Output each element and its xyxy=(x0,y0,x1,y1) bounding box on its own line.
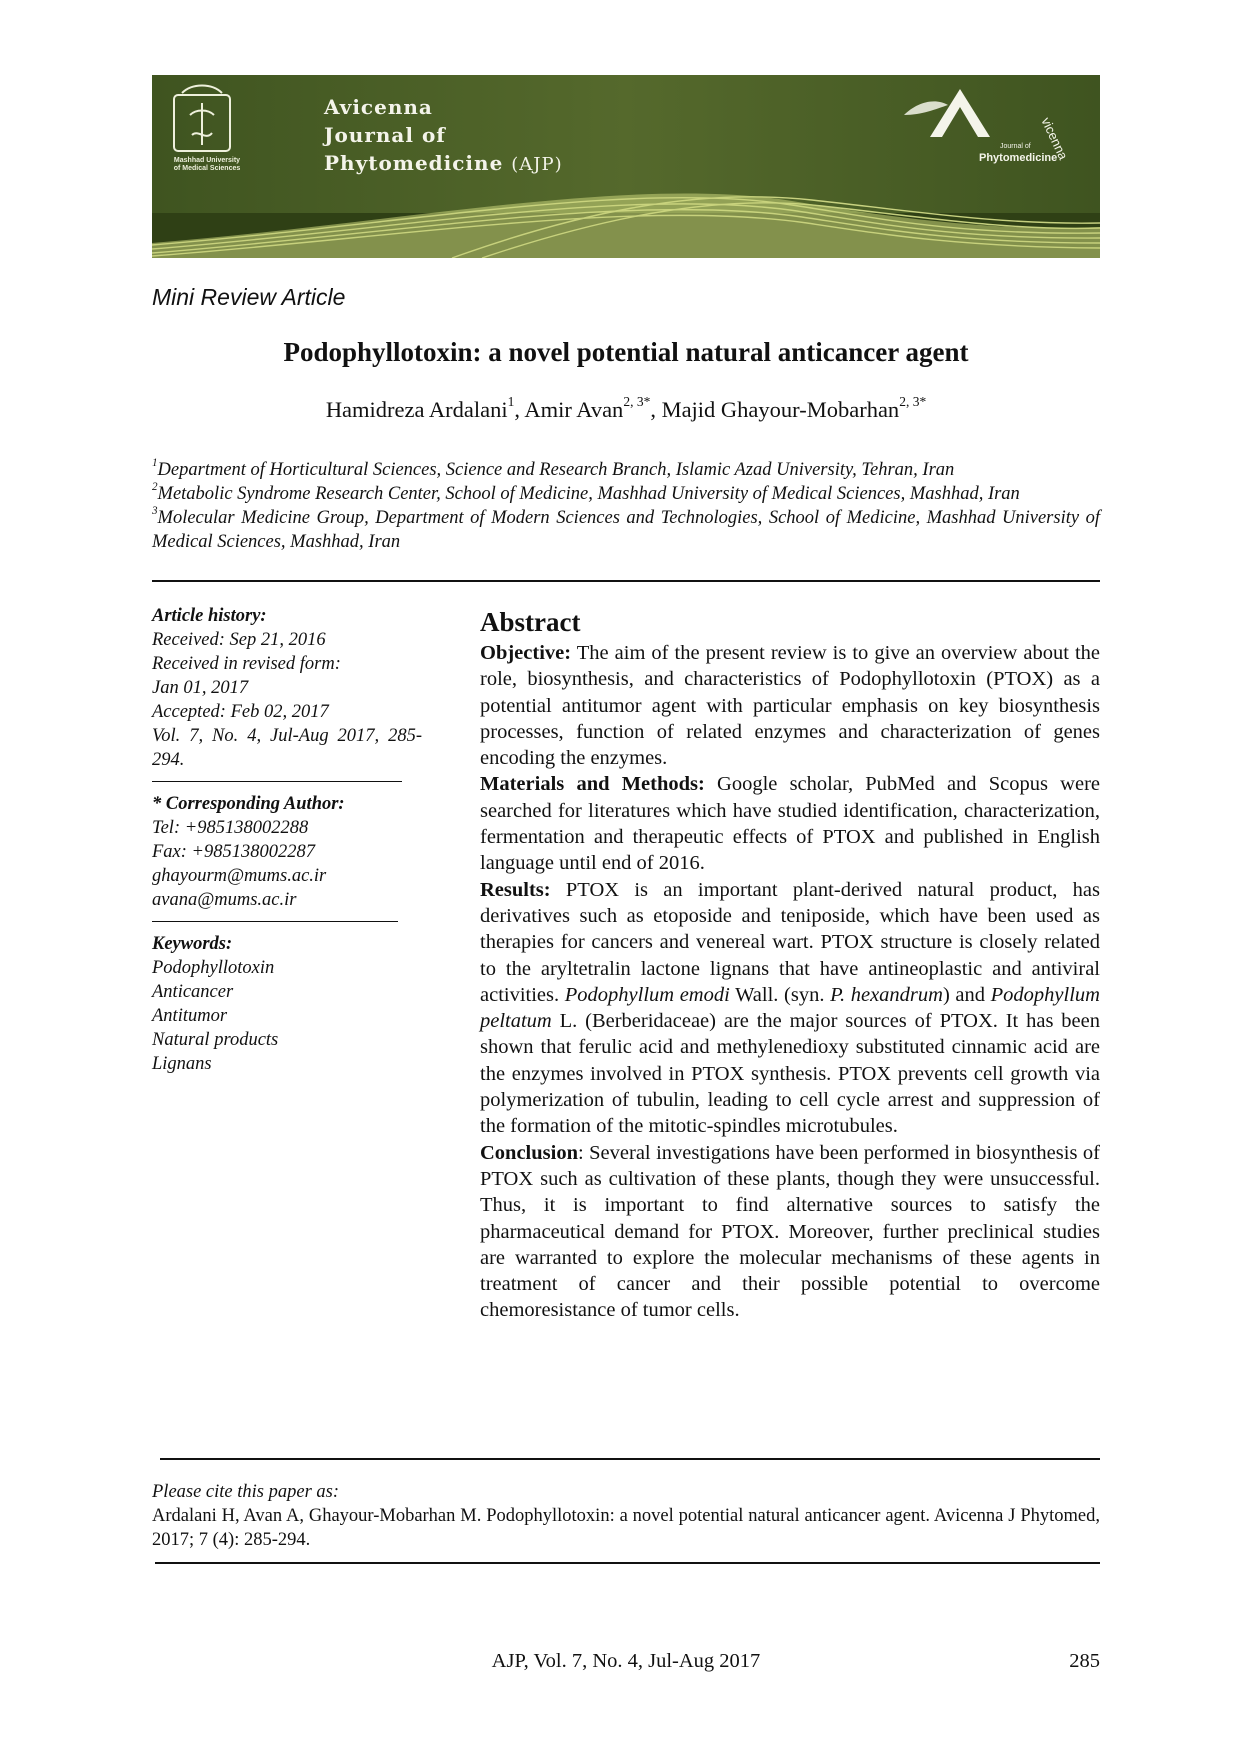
revised-label: Received in revised form: xyxy=(152,654,341,674)
logo-vertical-text: vicenna xyxy=(1038,115,1071,162)
banner-artwork xyxy=(152,75,1100,258)
journal-banner xyxy=(152,75,1100,258)
affiliation: $^2$Metabolic Syndrome Research Center, School of Medicine, Mashhad University of Medical Sciences, Mashhad, Iran xyxy=(152,481,1020,504)
article-info-sidebar xyxy=(152,604,422,1076)
corresponding-email[interactable]: ghayourm@mums.ac.ir xyxy=(152,866,327,886)
author-1: Hamidreza Ardalani xyxy=(325,397,508,422)
accepted-date: Accepted: Feb 02, 2017 xyxy=(152,702,329,722)
corresponding-tel: Tel: +985138002288 xyxy=(152,818,309,838)
citation-bottom-divider xyxy=(155,1562,1100,1564)
citation-top-divider xyxy=(160,1458,1100,1460)
author-3-affil: 2, 3* xyxy=(899,394,927,410)
affiliation: $^3$Molecular Medicine Group, Department of Modern Sciences and Technologies, School of Medicine, Mashhad University of Medical Sciences, Mashhad, Iran xyxy=(152,505,1100,552)
keywords-heading: Keywords: xyxy=(152,934,233,954)
logo-small-text: Journal of xyxy=(1000,143,1031,150)
corresponding-email[interactable]: avana@mums.ac.ir xyxy=(152,890,297,910)
abstract-results: Results: PTOX is an important plant-derived natural product, has derivatives such as etoposide and teniposide, which have been used as therapies for cancers and venereal wart. PTOX structure is closely related to the aryltetralin lactone lignans that have antineoplastic and antiviral activities. Podophyllum emodi Wall. (syn. P. hexandrum) and Podophyllum peltatum L. (Berberidaceae) are the major sources of PTOX. It has been shown that ferulic acid and methylenedioxy substituted cinnamic acid are the enzymes involved in PTOX synthesis. PTOX prevents cell growth via polymerization of tubulin, leading to cell cycle arrest and suppression of the formation of the mitotic-spindles microtubules. xyxy=(480,878,1100,1138)
affiliation: $^1$Department of Horticultural Sciences, Science and Research Branch, Islamic Azad University, Tehran, Iran xyxy=(152,457,955,480)
affiliations xyxy=(152,458,1100,554)
university-line1: Mashhad University xyxy=(173,157,241,164)
author-3: , Majid Ghayour-Mobarhan xyxy=(650,397,900,422)
page-number: 285 xyxy=(1069,1650,1100,1672)
abstract-section xyxy=(480,606,1100,1324)
author-1-affil: 1 xyxy=(507,394,515,410)
university-name xyxy=(162,157,252,173)
header-divider xyxy=(152,580,1100,582)
sidebar-divider xyxy=(152,921,398,922)
banner-title xyxy=(324,93,563,179)
sidebar-divider xyxy=(152,781,402,782)
abstract-conclusion: Conclusion: Several investigations have been performed in biosynthesis of PTOX such as cultivation of these plants, though they were unsuccessful. Thus, it is important to find alternative sources to satisfy the pharmaceutical demand for PTOX. Moreover, further preclinical studies are warranted to explore the molecular mechanisms of these agents in treatment of cancer and their possible potential to overcome chemoresistance of tumor cells. xyxy=(480,1141,1100,1322)
keyword: Anticancer xyxy=(152,982,234,1002)
logo-big-text: Phytomedicine xyxy=(979,152,1058,164)
author-2-affil: 2, 3* xyxy=(623,394,651,410)
citation-text: Ardalani H, Avan A, Ghayour-Mobarhan M. Podophyllotoxin: a novel potential natural anticancer agent. Avicenna J Phytomed, 2017; 7 (4): 285-294. xyxy=(152,1506,1100,1550)
author-2: , Amir Avan xyxy=(514,397,624,422)
keyword: Lignans xyxy=(152,1054,212,1074)
citation-block xyxy=(152,1480,1100,1552)
keyword: Natural products xyxy=(152,1030,279,1050)
abstract-heading: Abstract xyxy=(480,607,581,637)
abstract-objective: Objective: The aim of the present review is to give an overview about the role, biosynthesis, and characteristics of Podophyllotoxin (PTOX) as a potential antitumor agent with particular emphasis on key biosynthesis processes, function of related enzymes and characterization of genes encoding the enzymes. xyxy=(480,642,1100,770)
volume-info: Vol. 7, No. 4, Jul-Aug 2017, 285-294. xyxy=(152,726,422,770)
banner-title-line2: Journal of xyxy=(324,123,446,147)
author-list xyxy=(152,394,1100,423)
revised-date: Jan 01, 2017 xyxy=(152,678,249,698)
university-line2: of Medical Sciences xyxy=(173,165,241,172)
citation-heading: Please cite this paper as: xyxy=(152,1482,340,1502)
corresponding-fax: Fax: +985138002287 xyxy=(152,842,316,862)
keyword: Podophyllotoxin xyxy=(152,958,275,978)
banner-title-abbr: (AJP) xyxy=(511,154,563,175)
article-history-heading: Article history: xyxy=(152,606,267,626)
banner-title-line3: Phytomedicine xyxy=(324,151,504,175)
article-type: Mini Review Article xyxy=(152,284,346,310)
keyword: Antitumor xyxy=(152,1006,228,1026)
received-date: Received: Sep 21, 2016 xyxy=(152,630,326,650)
article-title: Podophyllotoxin: a novel potential natural anticancer agent xyxy=(283,337,969,367)
abstract-methods: Materials and Methods: Google scholar, PubMed and Scopus were searched for literatures which have studied identification, characterization, fermentation and therapeutic effects of PTOX and published in English language until end of 2016. xyxy=(480,773,1100,875)
corresponding-heading: * Corresponding Author: xyxy=(152,794,345,814)
banner-title-line1: Avicenna xyxy=(324,95,433,119)
footer-journal: AJP, Vol. 7, No. 4, Jul-Aug 2017 xyxy=(491,1650,761,1672)
